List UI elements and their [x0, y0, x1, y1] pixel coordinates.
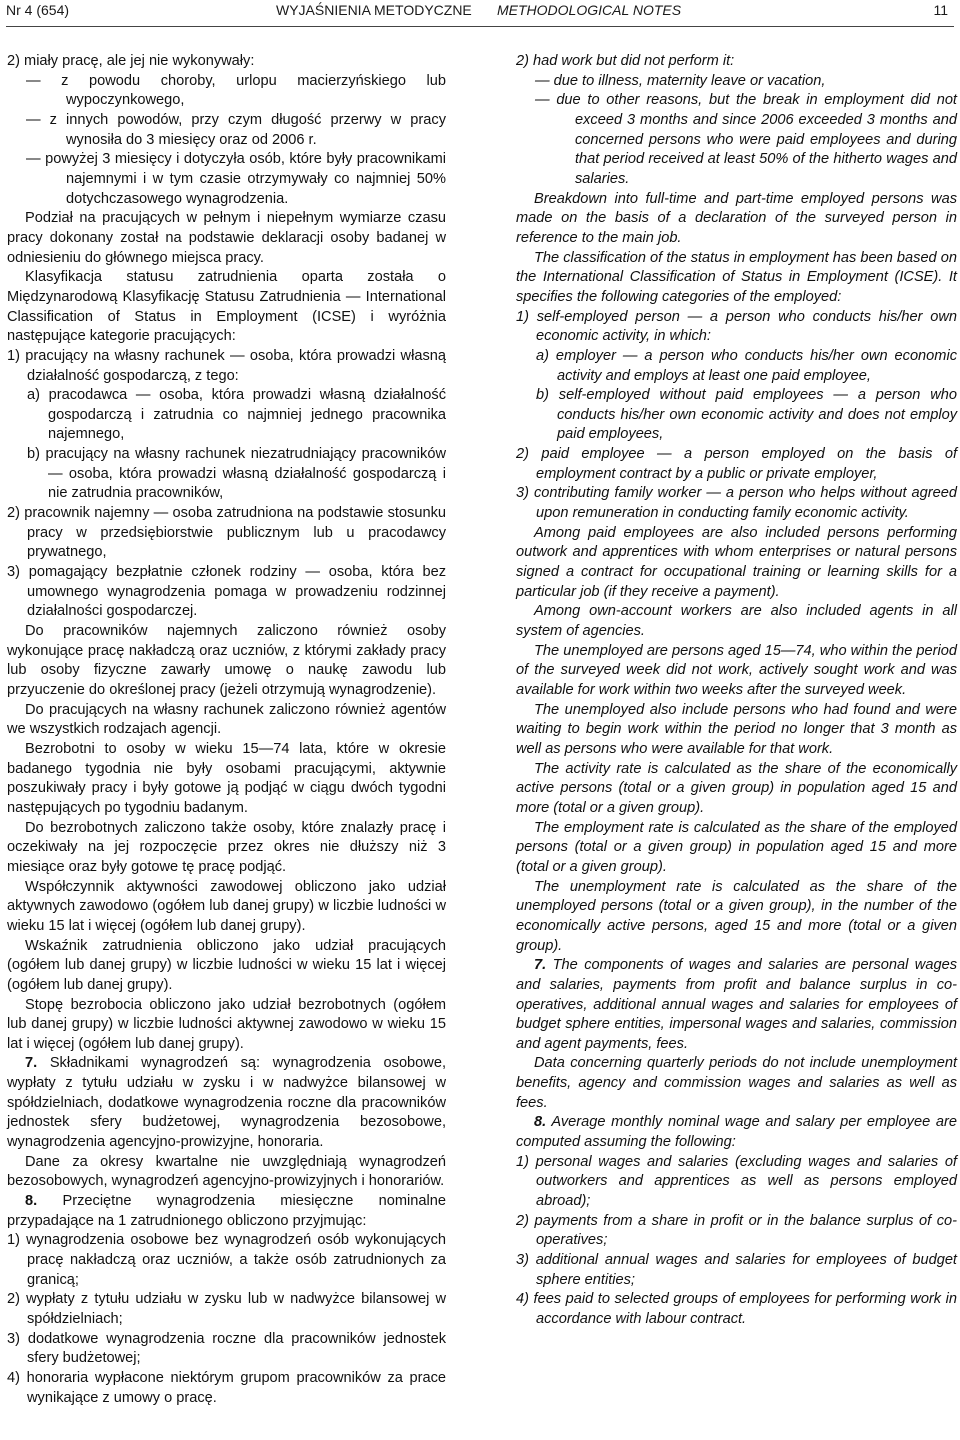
- paragraph: Bezrobotni to osoby w wieku 15—74 lata, które w okresie badanego tygodnia nie były osobami pracującymi, aktywnie poszukiwały pracy i były gotowe ją podjąć w ciągu dwóch tygodni następujących po tygodniu badanym.: [7, 740, 446, 816]
- page-number: 11: [933, 2, 948, 18]
- paragraph: Klasyfikacja statusu zatrudnienia oparta została o Międzynarodową Klasyfikację Statusu Zatrudnienia — International Classification of Status in Employment (ICSE) i wyróżnia następujące kategorie pracujących:: [7, 269, 446, 345]
- list-item: b) pracujący na własny rachunek niezatrudniający pracowników — osoba, która prowadzi własną działalność gospodarczą i nie zatrudnia pracowników,: [27, 446, 446, 502]
- paragraph: Współczynnik aktywności zawodowej obliczono jako udział aktywnych zawodowo (ogółem lub danej grupy) w liczbie ludności w wieku 15 lat i więcej (ogółem lub danej grupy).: [7, 878, 446, 934]
- section-number: 8.: [534, 1114, 547, 1131]
- paragraph: The unemployed also include persons who had found and were waiting to begin work within the period no longer that 3 month as well as persons who were available for that work.: [516, 701, 957, 757]
- paragraph: Breakdown into full-time and part-time employed persons was made on the basis of a declaration of the surveyed person in reference to the main job.: [516, 190, 957, 246]
- list-item: 2) wypłaty z tytułu udziału w zysku lub w nadwyżce bilansowej w spółdzielniach;: [7, 1291, 446, 1327]
- paragraph: Data concerning quarterly periods do not include unemployment benefits, agency and commission wages and salaries as well as fees.: [516, 1055, 957, 1111]
- paragraph: Do bezrobotnych zaliczono także osoby, które znalazły pracę i oczekiwały na jej rozpoczęcie przez okres nie dłuższy niż 3 miesiące oraz były gotowe tę pracę podjąć.: [7, 819, 446, 875]
- paragraph: The unemployment rate is calculated as the share of the unemployed persons (total or a given group), in the number of the economically active persons, aged 15 and more (total or a given group).: [516, 878, 957, 954]
- paragraph: [7, 1054, 446, 1152]
- paragraph: The unemployed are persons aged 15—74, who within the period of the surveyed week did not work, actively sought work and was available for work within two weeks after the surveyed week.: [516, 642, 957, 698]
- section-title-en: METHODOLOGICAL NOTES: [497, 2, 682, 18]
- paragraph: [516, 956, 957, 1054]
- list-item: — z powodu choroby, urlopu macierzyńskiego lub wypoczynkowego,: [26, 72, 446, 109]
- paragraph-text: The components of wages and salaries are personal wages and salaries, payments from profit and balance surplus in co-operatives, additional annual wages and salaries for employees of budget sphere entities, impersonal wages and salaries, commission and agent payments, fees.: [516, 957, 957, 1052]
- section-title-pl: WYJAŚNIENIA METODYCZNE: [276, 2, 472, 18]
- list-item: 3) pomagający bezpłatnie członek rodziny — osoba, która bez umownego wynagrodzenia pomaga w prowadzeniu rodzinnej działalności gospodarczej.: [7, 564, 446, 620]
- list-item: 2) had work but did not perform it:: [516, 53, 735, 69]
- list-item: 3) contributing family worker — a person who helps without agreed upon remuneration in conducting family economic activity.: [516, 485, 957, 522]
- list-item: 1) personal wages and salaries (excluding wages and salaries of outworkers and apprentices as well as persons employed abroad);: [516, 1153, 957, 1210]
- list-item: — due to illness, maternity leave or vacation,: [535, 72, 826, 89]
- list-item: 4) fees paid to selected groups of employees for performing work in accordance with labour contract.: [516, 1291, 957, 1327]
- paragraph: Stopę bezrobocia obliczono jako udział bezrobotnych (ogółem lub danej grupy) w liczbie ludności aktywnej zawodowo w wieku 15 lat i więcej (ogółem lub danej grupy).: [7, 996, 446, 1052]
- paragraph: [7, 1192, 446, 1231]
- paragraph: The activity rate is calculated as the share of the economically active persons (total or a given group) in population aged 15 and more (total or a given group).: [516, 760, 957, 816]
- english-column: [516, 52, 957, 1330]
- issue-number: Nr 4 (654): [6, 2, 70, 18]
- paragraph: The classification of the status in employment has been based on the International Classification of Status in Employment (ICSE). It specifies the following categories of the employed:: [516, 249, 957, 305]
- list-item: 1) wynagrodzenia osobowe bez wynagrodzeń osób wykonujących pracę nakładczą oraz uczniów, a także osób zatrudnionych za granicą;: [7, 1232, 446, 1288]
- polish-column: [7, 52, 446, 1408]
- list-item: a) employer — a person who conducts his/her own economic activity and employs at least one paid employee,: [536, 347, 957, 384]
- list-item: 1) pracujący na własny rachunek — osoba, która prowadzi własną działalność gospodarczą, z tego:: [7, 347, 446, 384]
- list-item: a) pracodawca — osoba, która prowadzi własną działalność gospodarczą i zatrudnia co najmniej jednego pracownika najemnego,: [27, 387, 446, 443]
- list-item: — z innych powodów, przy czym długość przerwy w pracy wynosiła do 3 miesięcy oraz od 2006 r.: [26, 111, 446, 148]
- list-item: 1) self-employed person — a person who conducts his/her own economic activity, in which:: [516, 308, 957, 345]
- paragraph: The employment rate is calculated as the share of the employed persons (total or a given group) in population aged 15 and more (total or a given group).: [516, 819, 957, 875]
- list-item: 2) paid employee — a person employed on the basis of employment contract by a public or private employer,: [516, 446, 957, 482]
- paragraph: Podział na pracujących w pełnym i niepełnym wymiarze czasu pracy dokonany został na podstawie deklaracji osoby badanej w odniesieniu do głównego miejsca pracy.: [7, 210, 446, 266]
- paragraph: Do pracowników najemnych zaliczono również osoby wykonujące pracę nakładczą oraz uczniów, z którymi zakłady pracy lub osoby fizyczne zawarły umowę o naukę zawodu lub przyuczenie do określonej pracy (jeżeli otrzymują wynagrodzenie).: [7, 623, 446, 698]
- paragraph-text: Składnikami wynagrodzeń są: wynagrodzenia osobowe, wypłaty z tytułu udziału w zysku i w nadwyżce bilansowej w spółdzielniach, dodatkowe wynagrodzenia roczne dla pracowników jednostek sfery budżetowej, wynagrodzenia bezosobowe, wynagrodzenia agencyjno-prowizyjne, honoraria.: [7, 1055, 446, 1151]
- paragraph-text: Average monthly nominal wage and salary per employee are computed assuming the following:: [516, 1114, 958, 1151]
- list-item: 3) dodatkowe wynagrodzenia roczne dla pracowników jednostek sfery budżetowej;: [7, 1330, 446, 1367]
- paragraph: [516, 1113, 957, 1152]
- list-item: 2) payments from a share in profit or in the balance surplus of co-operatives;: [516, 1212, 957, 1249]
- paragraph-text: Przeciętne wynagrodzenia miesięczne nominalne przypadające na 1 zatrudnionego obliczono przyjmując:: [7, 1193, 446, 1229]
- list-item: 4) honoraria wypłacone niektórym grupom pracowników za prace wynikające z umowy o pracę.: [7, 1369, 446, 1406]
- paragraph: Dane za okresy kwartalne nie uwzględniają wynagrodzeń bezosobowych, wynagrodzeń agencyjno-prowizyjnych i honorariów.: [7, 1153, 446, 1190]
- list-item: 3) additional annual wages and salaries for employees of budget sphere entities;: [516, 1252, 957, 1288]
- paragraph: Do pracujących na własny rachunek zaliczono również agentów we wszystkich rodzajach agencji.: [7, 701, 446, 738]
- paragraph: Wskaźnik zatrudnienia obliczono jako udział pracujących (ogółem lub danej grupy) w liczbie ludności w wieku 15 lat i więcej (ogółem lub danej grupy).: [7, 937, 446, 993]
- list-item: 2) pracownik najemny — osoba zatrudniona na podstawie stosunku pracy w przedsiębiorstwie publicznym lub u pracodawcy prywatnego,: [7, 505, 446, 561]
- list-item: 2) miały pracę, ale jej nie wykonywały:: [7, 53, 255, 69]
- paragraph: Among own-account workers are also included agents in all system of agencies.: [516, 603, 957, 640]
- section-number: 7.: [534, 957, 547, 974]
- header-rule: [6, 26, 954, 27]
- list-item: — due to other reasons, but the break in employment did not exceed 3 months and since 2006 exceeded 3 months and concerned persons who were paid employees and during that period received at least 50% of the hitherto wages and salaries.: [535, 92, 957, 187]
- list-item: b) self-employed without paid employees — a person who conducts his/her own economic activity and does not employ paid employees,: [536, 387, 957, 443]
- paragraph: Among paid employees are also included persons performing outwork and apprentices with whom enterprises or natural persons signed a contract for occupational training or learning skills for a particular job (if they receive a payment).: [516, 524, 957, 600]
- list-item: — powyżej 3 miesięcy i dotyczyła osób, które były pracownikami najemnymi i w tym czasie otrzymywały co najmniej 50% dotychczasowego wynagrodzenia.: [26, 151, 446, 207]
- section-number: 7.: [25, 1055, 38, 1072]
- section-number: 8.: [25, 1193, 38, 1210]
